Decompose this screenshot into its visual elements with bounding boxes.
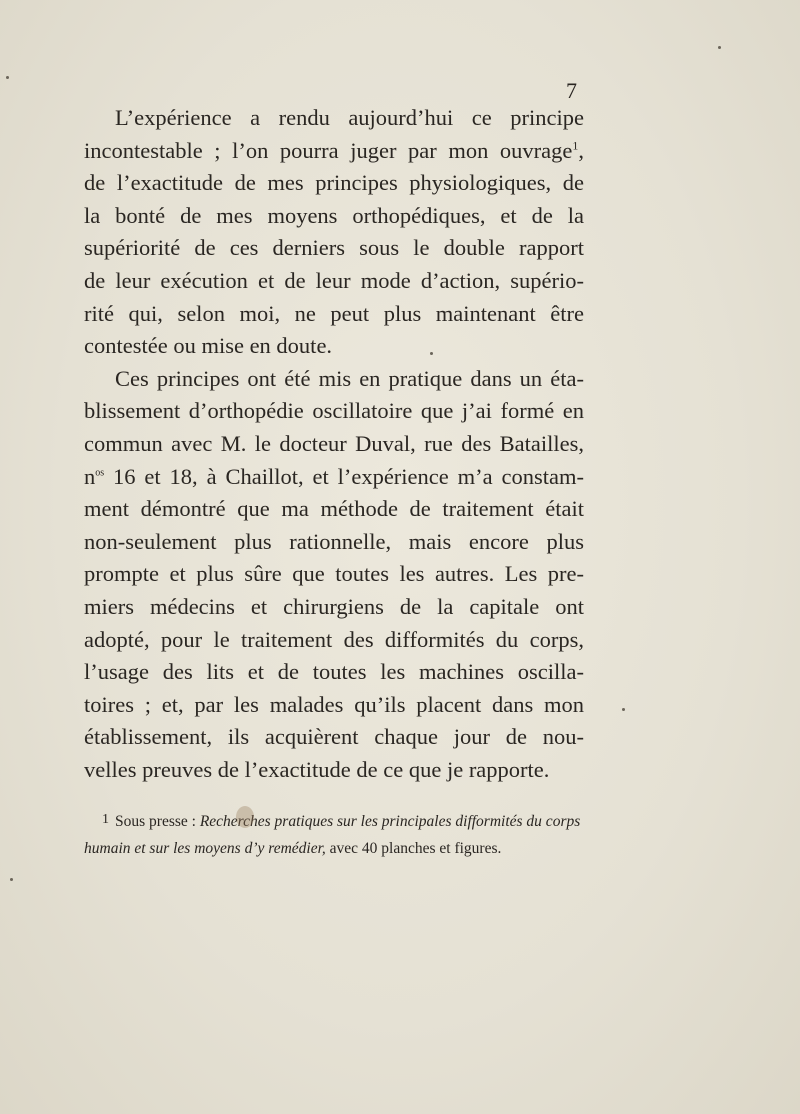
paper-speck xyxy=(6,76,9,79)
text-line: commun avec M. le docteur Duval, rue des Batailles, xyxy=(84,430,584,456)
text-line: de l’exactitude de mes principes physiologiques, de xyxy=(84,170,584,196)
text-line: adopté, pour le traitement des difformités du corps, xyxy=(84,626,584,652)
text-line: ment démontré que ma méthode de traitement était xyxy=(84,496,584,522)
footnote-reference: 1 xyxy=(572,138,579,153)
text-line: de leur exécution et de leur mode d’action, supério- xyxy=(84,267,584,293)
footnote xyxy=(84,806,584,862)
text-line: la bonté de mes moyens orthopédiques, et de la xyxy=(84,202,584,228)
text-line: L’expérience a rendu aujourd’hui ce principe xyxy=(115,105,584,130)
text-line: Ces principes ont été mis en pratique dans un éta- xyxy=(115,365,584,391)
text-line: blissement d’orthopédie oscillatoire que j’ai formé en xyxy=(84,398,584,424)
text-line: non-seulement plus rationnelle, mais encore plus xyxy=(84,528,584,554)
text-line: supériorité de ces derniers sous le double rapport xyxy=(84,235,584,261)
text-line: prompte et plus sûre que toutes les autres. Les pre- xyxy=(84,561,584,587)
footnote-line: humain et sur les moyens d’y remédier, avec 40 planches et figures. xyxy=(84,840,502,857)
footnote-title: humain et sur les moyens d’y remédier, xyxy=(84,840,326,857)
text-line: rité qui, selon moi, ne peut plus maintenant être xyxy=(84,300,584,326)
paper-speck xyxy=(430,352,433,355)
text-line: contestée ou mise en doute. xyxy=(84,333,333,359)
text-line: miers médecins et chirurgiens de la capitale ont xyxy=(84,593,584,619)
paper-speck xyxy=(718,46,721,49)
text-line: velles preuves de l’exactitude de ce que je rapporte. xyxy=(84,756,550,782)
numero-superscript: os xyxy=(95,467,105,479)
paper-speck xyxy=(622,708,625,711)
text-line: l’usage des lits et de toutes les machines oscilla- xyxy=(84,659,584,685)
paper-stain xyxy=(236,806,254,828)
page-number: 7 xyxy=(566,78,577,103)
text-line: $n^{os}$ 16 et 18, à Chaillot, et l’expérience m’a constam- xyxy=(84,463,584,489)
footnote-marker: 1 xyxy=(102,812,109,827)
footnote-line: 1 Sous presse : Recherches pratiques sur les principales difformités du corps xyxy=(102,812,581,830)
paper-speck xyxy=(10,878,13,881)
footnote-title: Recherches pratiques sur les principales difformités du corps xyxy=(199,813,581,830)
text-line: établissement, ils acquièrent chaque jour de nou- xyxy=(84,724,584,750)
body-text xyxy=(84,102,584,786)
text-line: toires ; et, par les malades qu’ils placent dans mon xyxy=(84,691,584,717)
text-line: incontestable ; l’on pourra juger par mon ouvrage$^1$, xyxy=(84,137,584,163)
